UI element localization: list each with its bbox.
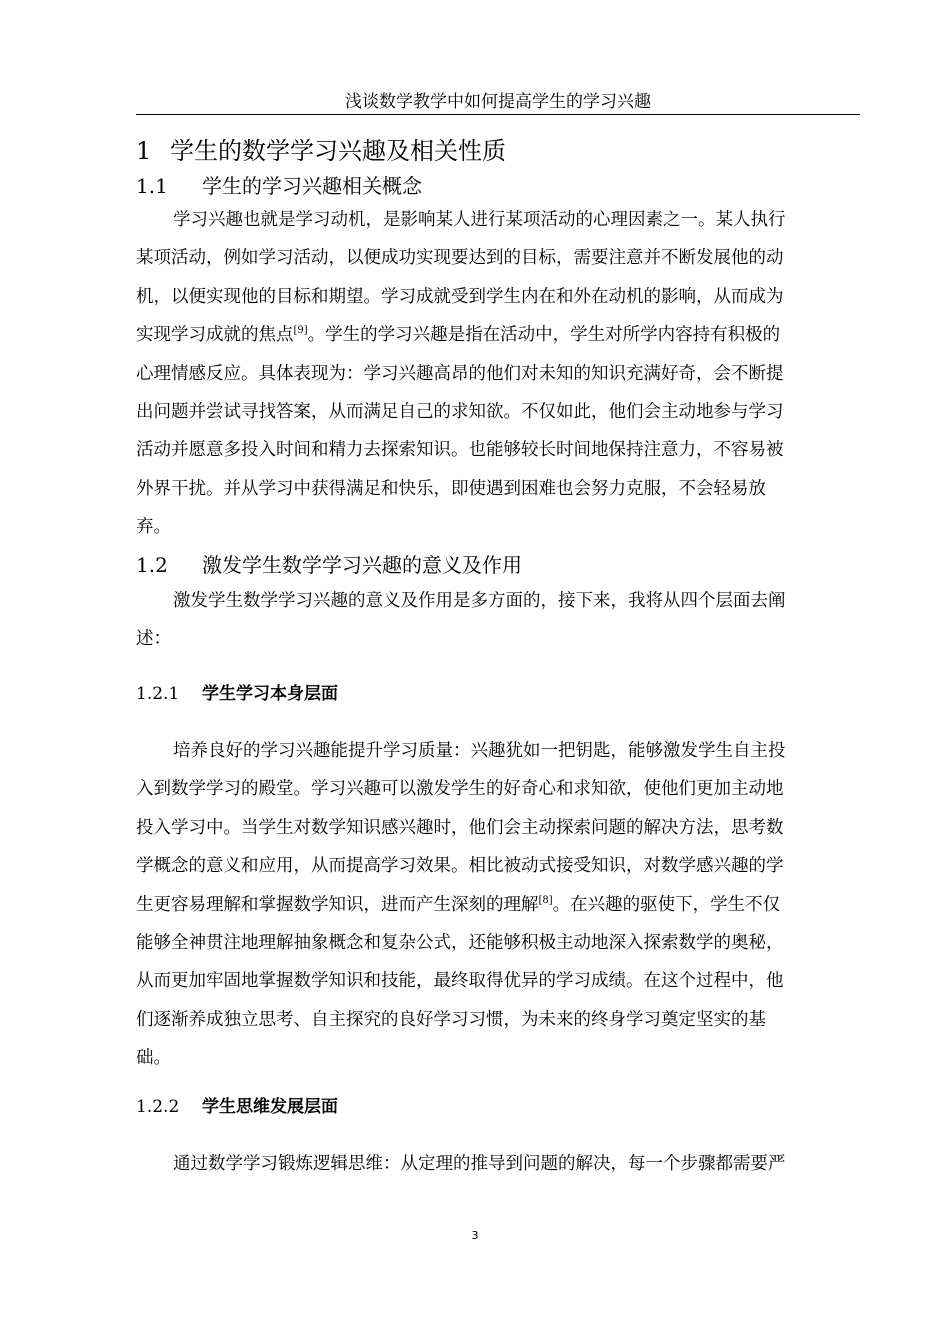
line-text: 实现学习成就的焦点 <box>136 325 294 346</box>
paragraph-line: 入到数学学习的殿堂。学习兴趣可以激发学生的好奇心和求知欲，使他们更加主动地 <box>136 779 784 800</box>
line-text: 。在兴趣的驱使下，学生不仅 <box>552 894 781 915</box>
paragraph-line: 机，以便实现他的目标和期望。学习成就受到学生内在和外在动机的影响，从而成为 <box>136 286 784 307</box>
paragraph-line: 外界干扰。并从学习中获得满足和快乐，即使遇到困难也会努力克服，不会轻易放 <box>136 478 766 499</box>
paragraph-line <box>136 886 860 924</box>
paragraph-line: 从而更加牢固地掌握数学知识和技能，最终取得优异的学习成绩。在这个过程中，他 <box>136 971 784 992</box>
section-1-2-heading <box>136 551 522 579</box>
paragraph-line <box>136 316 860 354</box>
section-1-2-1-title: 学生学习本身层面 <box>202 684 338 704</box>
section-1-2-2-paragraph <box>136 1145 860 1183</box>
header-title: 浅谈数学教学中如何提高学生的学习兴趣 <box>345 92 651 112</box>
paragraph-line: 激发学生数学学习兴趣的意义及作用是多方面的，接下来，我将从四个层面去阐 <box>173 591 786 611</box>
section-1-2-2-number: 1.2.2 <box>136 1097 180 1117</box>
paragraph-line: 通过数学学习锻炼逻辑思维：从定理的推导到问题的解决，每一个步骤都需要严 <box>173 1154 786 1174</box>
paragraph-line: 培养良好的学习兴趣能提升学习质量：兴趣犹如一把钥匙，能够激发学生自主投 <box>173 741 786 761</box>
section-1-2-2-heading <box>136 1095 338 1119</box>
line-text: 生更容易理解和掌握数学知识，进而产生深刻的理解 <box>136 894 539 915</box>
section-1-title: 学生的数学学习兴趣及相关性质 <box>170 137 506 165</box>
section-1-1-number: 1.1 <box>136 174 168 198</box>
paragraph-line: 学概念的意义和应用，从而提高学习效果。相比被动式接受知识，对数学感兴趣的学 <box>136 856 784 877</box>
line-text: 。学生的学习兴趣是指在活动中，学生对所学内容持有积极的 <box>307 325 781 346</box>
section-1-1-heading <box>136 172 422 200</box>
paragraph-line: 出问题并尝试寻找答案，从而满足自己的求知欲。不仅如此，他们会主动地参与学习 <box>136 402 784 423</box>
paragraph-line: 述： <box>136 629 171 650</box>
section-1-2-paragraph <box>136 582 860 659</box>
page-number: 3 <box>471 1229 479 1242</box>
paragraph-line: 弃。 <box>136 517 171 538</box>
paragraph-line: 活动并愿意多投入时间和精力去探索知识。也能够较长时间地保持注意力，不容易被 <box>136 440 784 461</box>
paragraph-line: 心理情感反应。具体表现为：学习兴趣高昂的他们对未知的知识充满好奇，会不断提 <box>136 363 784 384</box>
section-1-1-paragraph <box>136 201 860 547</box>
paragraph-line: 础。 <box>136 1048 171 1069</box>
citation-9: [9] <box>293 325 308 337</box>
section-1-2-1-heading <box>136 682 338 706</box>
header-rule <box>136 114 860 115</box>
section-1-number: 1 <box>136 137 152 165</box>
paragraph-line: 们逐渐养成独立思考、自主探究的良好学习习惯，为未来的终身学习奠定坚实的基 <box>136 1009 766 1030</box>
section-1-2-1-paragraph <box>136 732 860 1078</box>
section-1-1-title: 学生的学习兴趣相关概念 <box>202 174 422 198</box>
section-1-heading <box>136 134 506 168</box>
paragraph-line: 某项活动，例如学习活动，以便成功实现要达到的目标，需要注意并不断发展他的动 <box>136 248 784 269</box>
section-1-2-2-title: 学生思维发展层面 <box>202 1097 338 1117</box>
paragraph-line: 投入学习中。当学生对数学知识感兴趣时，他们会主动探索问题的解决方法，思考数 <box>136 817 784 838</box>
section-1-2-number: 1.2 <box>136 553 168 577</box>
citation-8: [8] <box>538 894 553 906</box>
paragraph-line: 学习兴趣也就是学习动机，是影响某人进行某项活动的心理因素之一。某人执行 <box>173 210 786 230</box>
section-1-2-1-number: 1.2.1 <box>136 684 180 704</box>
section-1-2-title: 激发学生数学学习兴趣的意义及作用 <box>202 553 522 577</box>
paragraph-line: 能够全神贯注地理解抽象概念和复杂公式，还能够积极主动地深入探索数学的奥秘， <box>136 933 784 954</box>
